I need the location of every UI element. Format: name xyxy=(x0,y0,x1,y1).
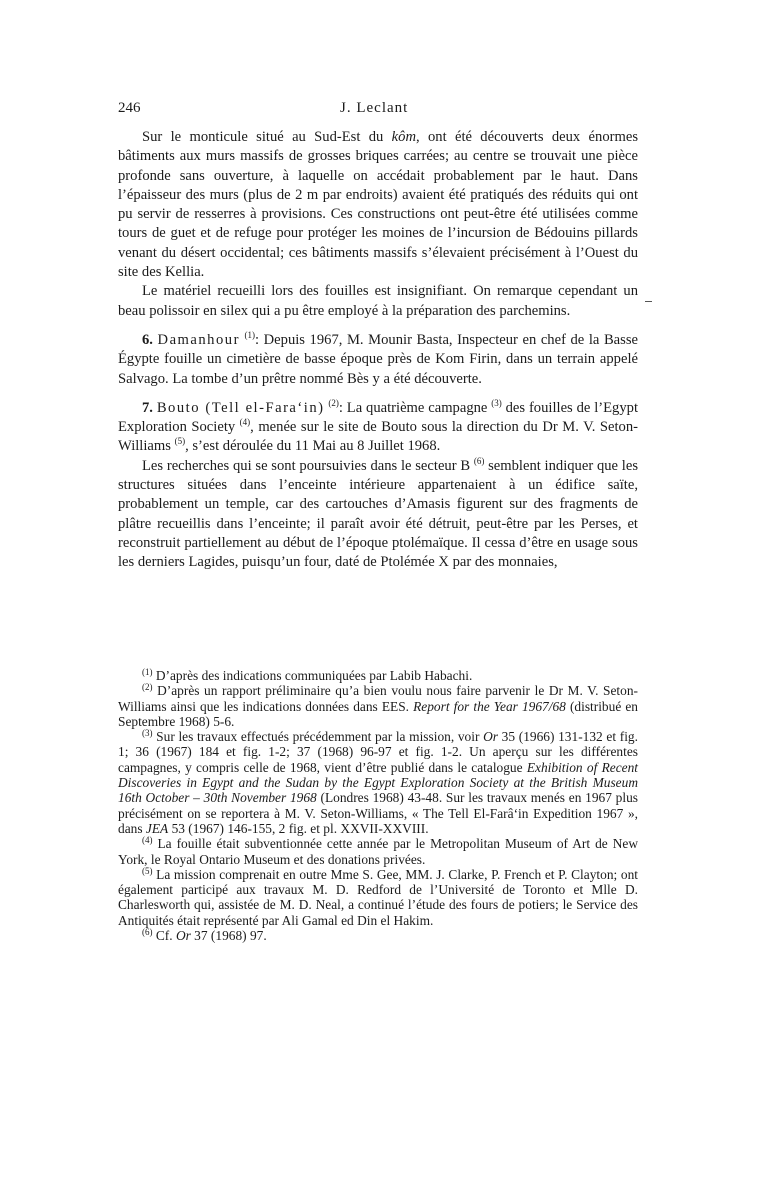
text: , ont été découverts deux énormes bâtiments aux murs massifs de grosses briques carrées; au centre se trouvait une pièce profonde sans ouverture, à laquelle on accédait probablement par le haut. Dans l’épaisseur des murs (plus de 2 m par endroits) avaient été pratiqués des réduits qui ont pu servir de resserres à provisions. Ces constructions ont peut-être été utilisées comme tours de guet et de refuge pour protéger les moines de l’incursion de Bédouins pillards venant du désert occidental; ces bâtiments massifs s’élevaient précisément à l’Ouest du site des Kellia. xyxy=(118,129,639,281)
footnote-mark: (6) xyxy=(142,927,153,938)
text: D’après un rapport préliminaire qu’a bien voulu nous faire parvenir le Dr M. V. Seton-Williams ainsi que les indications données dans EES. xyxy=(118,683,638,714)
footnote-ref: (4) xyxy=(239,417,251,428)
footnote-mark: (1) xyxy=(142,667,153,677)
body-text xyxy=(118,128,638,573)
text: La fouille était subventionnée cette année par le Metropolitan Museum of Art de New York, le Royal Ontario Museum et des donations privées. xyxy=(118,836,638,867)
site-name: Bouto (Tell el-Fara‘in) xyxy=(156,399,325,416)
footnote-ref: (3) xyxy=(491,397,502,408)
page-number: 246 xyxy=(118,100,141,116)
text: Sur les travaux effectués précédemment par la mission, voir xyxy=(152,729,484,745)
site-name: Damanhour xyxy=(157,331,240,348)
kom-word: kôm xyxy=(391,129,416,145)
footnote-mark: (4) xyxy=(142,835,153,846)
italic-title: Exhibition of Recent Discoveries in Egypt and the Sudan by the Egypt Exploration Society at the British Museum 16th October – 30th November 1968 xyxy=(118,759,638,806)
section-number: 6. xyxy=(142,331,153,348)
footnote-ref: (6) xyxy=(473,455,485,466)
footnote-2 xyxy=(118,683,638,729)
margin-mark xyxy=(645,301,652,302)
section-damanhour xyxy=(118,331,638,389)
text: , s’est déroulée du 11 Mai au 8 Juillet 1968. xyxy=(185,438,441,455)
italic-title: Report for the Year 1967/68 xyxy=(413,698,566,714)
running-title: J. Leclant xyxy=(340,100,409,116)
footnote-ref: (5) xyxy=(174,436,186,447)
text: 35 (1966) 131-132 et fig. 1; 36 (1967) 184 et fig. 1-2; 37 (1968) 96-97 et fig. 1-2. Un aperçu sur les différentes campagnes, y compris celle de 1968, vient d’être publié dans le catalogue xyxy=(118,729,638,775)
footnote-mark: (3) xyxy=(142,728,153,739)
text: (Londres 1968) 43-48. Sur les travaux menés en 1967 plus précisément on se reportera à M. V. Seton-Williams, « The Tell El-Farâ‘in Expedition 1967 », dans xyxy=(118,790,638,836)
text: (distribué en Septembre 1968) 5-6. xyxy=(118,698,638,729)
journal-abbrev: Or xyxy=(483,729,498,745)
footnote-1 xyxy=(118,668,638,683)
footnote-3 xyxy=(118,729,638,836)
footnote-ref: (1) xyxy=(244,329,256,340)
paragraph-recherches xyxy=(118,457,638,573)
footnote-mark: (5) xyxy=(142,865,153,876)
running-header xyxy=(118,100,638,122)
footnote-ref: (2) xyxy=(328,397,339,408)
paragraph-kom xyxy=(118,128,638,282)
text: D’après des indications communiquées par Labib Habachi. xyxy=(152,668,473,683)
footnote-5 xyxy=(118,867,638,928)
text: 53 (1967) 146-155, 2 fig. et pl. XXVII-XXVIII. xyxy=(168,820,429,836)
text: semblent indiquer que les structures situées dans l’enceinte intérieure appartenaient à un édifice saïte, probablement un temple, car des cartouches d’Amasis figurent sur des fragments de plâtre recueillis dans l’enceinte; il paraît avoir été détruit, peut-être par les Perses, et reconstruit partiellement au début de l’époque ptolémaïque. Il cessa d’être en usage sous les derniers Lagides, puisqu’un four, daté de Ptolémée X par des monnaies, xyxy=(118,457,638,571)
text: des fouilles de l’Egypt Exploration Society xyxy=(118,399,639,436)
text: : Depuis 1967, M. Mounir Basta, Inspecteur en chef de la Basse Égypte fouille un cimetière de basse époque près de Kom Firin, dans un terrain appelé Salvago. La tombe d’un prêtre nommé Bès y a été découverte. xyxy=(118,331,638,387)
journal-abbrev: Or xyxy=(175,928,191,944)
text: La mission comprenait en outre Mme S. Gee, MM. J. Clarke, P. French et P. Clayton; ont également participé aux travaux M. D. Redford de l’Université de Toronto et Mlle D. Charlesworth qui, assistée de M. D. Neal, a continué l’étude des fours de potiers; le Service des Antiquités était représenté par Ali Gamal ed Din el Hakim. xyxy=(118,866,638,928)
journal-abbrev: JEA xyxy=(145,820,169,836)
paragraph-materiel: Le matériel recueilli lors des fouilles est insignifiant. On remarque cependant un beau polissoir en silex qui a pu être employé à la préparation des parchemins. xyxy=(118,283,638,319)
text: Sur le monticule situé au Sud-Est du xyxy=(142,129,392,145)
text: : La quatrième campagne xyxy=(338,399,492,416)
section-number: 7. xyxy=(142,399,153,416)
footnote-mark: (2) xyxy=(142,682,153,693)
footnote-6 xyxy=(118,928,638,943)
footnote-4 xyxy=(118,836,638,867)
text: Cf. xyxy=(152,928,176,944)
text: Les recherches qui se sont poursuivies dans le secteur B xyxy=(142,457,474,474)
section-bouto xyxy=(118,399,638,457)
text: , menée sur le site de Bouto sous la direction du Dr M. V. Seton-Williams xyxy=(118,419,638,455)
text: 37 (1968) 97. xyxy=(190,928,267,944)
footnotes xyxy=(118,668,638,943)
